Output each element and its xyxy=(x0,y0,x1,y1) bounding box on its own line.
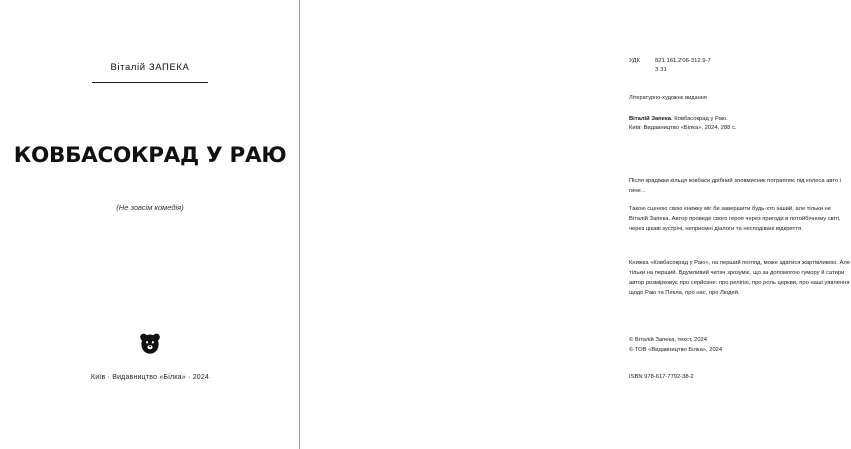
blurb-paragraph-3: Книжка «Ковбасокрад у Раю», на перший погляд, може здатися жартівливою. Але тільки на перший. Вдумливий читач зрозуміє, що за допомогою гумору й сатири автор розмірковує про серйозне: про релігію, про роль церкви, про наші уявлення щодо Раю та Пекла, про нас, про Людей. xyxy=(629,260,851,296)
citation-block xyxy=(629,115,851,134)
copyright-block xyxy=(629,336,851,355)
copyright-line-2: © ТОВ «Видавництво Білка», 2024 xyxy=(629,346,723,353)
udc-value: 821.161.2'06-312.9-7 xyxy=(655,58,711,64)
citation-author: Віталій Запека xyxy=(629,116,672,122)
udc-block xyxy=(629,57,851,75)
isbn-line: ISBN 978-617-7792-38-2 xyxy=(629,374,694,380)
publisher-imprint: Київ · Видавництво «Білка» · 2024 xyxy=(90,374,210,381)
book-subtitle: (Не зовсім комедія) xyxy=(116,203,184,212)
udc-line xyxy=(629,57,851,66)
udc-label: УДК xyxy=(629,58,640,64)
author-divider xyxy=(92,82,208,83)
citation-title: . Ковбасокрад у Раю. xyxy=(671,116,728,122)
copyright-line-1: © Віталій Запека, текст, 2024 xyxy=(629,337,708,343)
copyright-page xyxy=(300,0,851,449)
author-name: Віталій ЗАПЕКА xyxy=(110,62,190,73)
citation-imprint: Київ: Видавництво «Білка», 2024. 288 с. xyxy=(629,125,737,132)
udc-code-line xyxy=(629,66,851,75)
blurb-paragraph-2: Такою сценою свою книжку міг би завершити будь-хто інший, але тільки не Віталій Запека. Автор проведе свого героя через пригоди в потойбічному світі, через цікаві зустрічі, неприємні діалоги та несподівані відкриття. xyxy=(629,206,841,232)
series-line: Літературно-художнє видання xyxy=(629,95,707,101)
title-page xyxy=(0,0,300,449)
bear-logo-icon xyxy=(0,331,300,361)
book-title: КОВБАСОКРАД У РАЮ xyxy=(13,143,287,168)
udc-code: З 31 xyxy=(655,67,667,74)
blurb-paragraph-1: Після крадіжки кільця ковбаси дрібний зловмисник потрапляє під колеса авто і гине... xyxy=(629,178,842,194)
